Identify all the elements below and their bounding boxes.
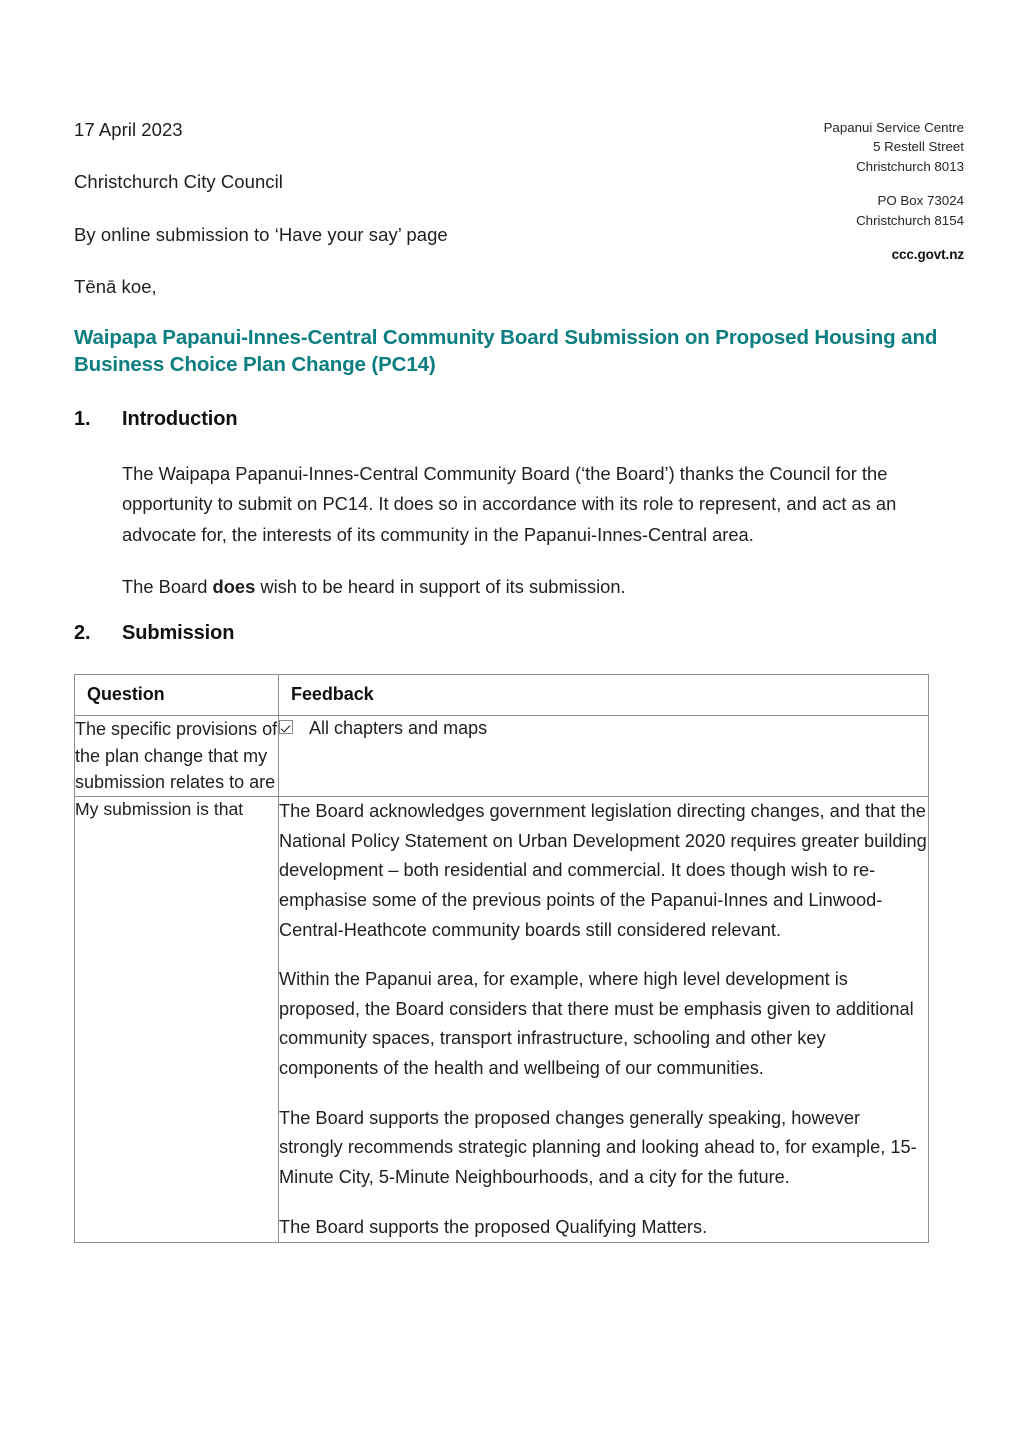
section-number-1: 1.: [74, 408, 91, 430]
option-all-chapters-and-maps[interactable]: [279, 716, 928, 740]
table-row: [75, 796, 929, 1243]
checkbox-checked-icon[interactable]: [279, 720, 293, 734]
document-title: Waipapa Papanui-Innes-Central Community Board Submission on Proposed Housing and Business Choice Plan Change (PC14): [74, 326, 938, 377]
letter-heading-block: [74, 118, 694, 300]
feedback-cell-provisions: [279, 716, 929, 797]
letter-date: 17 April 2023: [74, 119, 183, 140]
council-website: ccc.govt.nz: [891, 247, 964, 263]
submission-table: [74, 674, 929, 1243]
intro-p2-post: wish to be heard in support of its submission.: [255, 576, 626, 598]
column-header-feedback: Feedback: [279, 675, 929, 716]
submission-paragraph-2: Within the Papanui area, for example, where high level development is proposed, the Board considers that there must be emphasis given to additional community spaces, transport infrastructure, schooling and other key components of the health and wellbeing of our communities.: [279, 969, 914, 1079]
address-line-3: Christchurch 8013: [856, 158, 964, 174]
introduction-body: [122, 459, 940, 602]
section-title-2: Submission: [122, 622, 235, 644]
address-line-4: PO Box 73024: [877, 193, 964, 209]
submission-paragraph-3: The Board supports the proposed changes generally speaking, however strongly recommends strategic planning and looking ahead to, for example, 15-Minute City, 5-Minute Neighbourhoods, and a city for the future.: [279, 1107, 917, 1188]
letter-delivery-method: By online submission to ‘Have your say’ page: [74, 223, 448, 245]
question-cell-provisions: The specific provisions of the plan change that my submission relates to are: [75, 716, 279, 797]
feedback-cell-my-submission: [279, 796, 929, 1243]
submission-paragraph-1: The Board acknowledges government legislation directing changes, and that the National Policy Statement on Urban Development 2020 requires greater building development – both residential and commercial. It does though wish to re-emphasise some of the previous points of the Papanui-Innes and Linwood-Central-Heathcote community boards still considered relevant.: [279, 800, 927, 940]
section-heading-introduction: [74, 408, 237, 431]
address-website-group: [724, 245, 964, 265]
address-service-centre: [724, 118, 964, 176]
council-address-block: [724, 118, 964, 265]
intro-paragraph-1: The Waipapa Papanui-Innes-Central Community Board (‘the Board’) thanks the Council for the opportunity to submit on PC14. It does so in accordance with its role to represent, and act as an advocate for, the interests of its community in the Papanui-Innes-Central area.: [122, 463, 897, 545]
address-line-2: 5 Restell Street: [873, 139, 964, 155]
submission-paragraph-4: The Board supports the proposed Qualifying Matters.: [279, 1216, 708, 1237]
letter-recipient: Christchurch City Council: [74, 171, 283, 193]
address-po-box: [724, 191, 964, 230]
table-row: [75, 716, 929, 797]
letter-header: [0, 0, 1012, 300]
address-line-5: Christchurch 8154: [856, 212, 964, 228]
section-number-2: 2.: [74, 622, 91, 644]
option-label: All chapters and maps: [309, 718, 488, 738]
intro-p2-emphasis: does: [212, 576, 256, 598]
address-line-1: Papanui Service Centre: [823, 120, 964, 135]
section-heading-submission: [74, 622, 234, 645]
column-header-question: Question: [75, 675, 279, 716]
intro-p2-pre: The Board: [122, 576, 213, 598]
question-cell-my-submission: My submission is that: [75, 796, 279, 1243]
intro-paragraph-2: [122, 572, 940, 602]
letter-salutation: Tēnā koe,: [74, 276, 157, 298]
table-header-row: [75, 675, 929, 716]
section-title-1: Introduction: [122, 408, 238, 430]
